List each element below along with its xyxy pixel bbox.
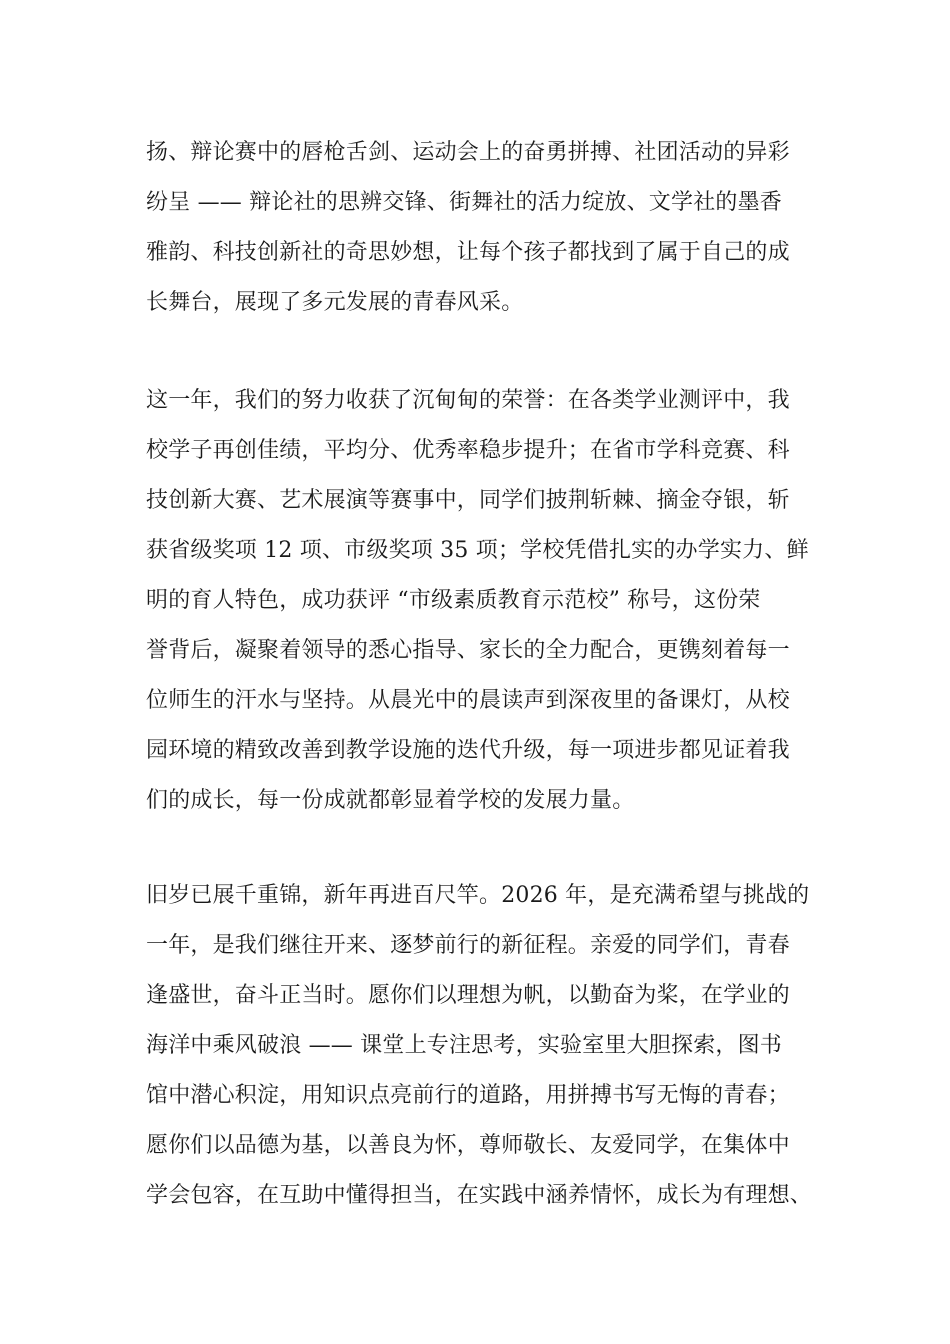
- text-line: 逢盛世，奋斗正当时。愿你们以理想为帆，以勤奋为桨，在学业的: [146, 983, 790, 1008]
- text-line: 长舞台，展现了多元发展的青春风采。: [146, 290, 524, 315]
- text-line: 学会包容，在互助中懂得担当，在实践中涵养情怀，成长为有理想、: [146, 1183, 813, 1208]
- text-line: 校学子再创佳绩，平均分、优秀率稳步提升；在省市学科竞赛、科: [146, 438, 790, 463]
- text-line: 愿你们以品德为基，以善良为怀，尊师敬长、友爱同学，在集体中: [146, 1133, 790, 1158]
- paragraph-new-year: [146, 871, 836, 1221]
- text-line: 雅韵、科技创新社的奇思妙想，让每个孩子都找到了属于自己的成: [146, 240, 790, 265]
- text-line: 这一年，我们的努力收获了沉甸甸的荣誉：在各类学业测评中，我: [146, 388, 790, 413]
- text-line: 明的育人特色，成功获评 “市级素质教育示范校” 称号，这份荣: [146, 588, 761, 613]
- text-line: 旧岁已展千重锦，新年再进百尺竿。2026 年，是充满希望与挑战的: [146, 883, 810, 908]
- text-line: 海洋中乘风破浪 —— 课堂上专注思考，实验室里大胆探索，图书: [146, 1033, 782, 1058]
- text-line: 誉背后，凝聚着领导的悉心指导、家长的全力配合，更镌刻着每一: [146, 638, 790, 663]
- paragraph-honors: [146, 376, 836, 826]
- text-line: 馆中潜心积淀，用知识点亮前行的道路，用拼搏书写无悔的青春；: [146, 1083, 790, 1108]
- text-line: 纷呈 —— 辩论社的思辨交锋、街舞社的活力绽放、文学社的墨香: [146, 190, 782, 215]
- text-line: 扬、辩论赛中的唇枪舌剑、运动会上的奋勇拼搏、社团活动的异彩: [146, 140, 790, 165]
- text-line: 技创新大赛、艺术展演等赛事中，同学们披荆斩棘、摘金夺银，斩: [146, 488, 790, 513]
- text-line: 获省级奖项 12 项、市级奖项 35 项；学校凭借扎实的办学实力、鲜: [146, 538, 809, 563]
- text-line: 们的成长，每一份成就都彰显着学校的发展力量。: [146, 788, 635, 813]
- text-line: 园环境的精致改善到教学设施的迭代升级，每一项进步都见证着我: [146, 738, 790, 763]
- paragraph-activities: [146, 128, 836, 328]
- text-line: 一年，是我们继往开来、逐梦前行的新征程。亲爱的同学们，青春: [146, 933, 790, 958]
- text-line: 位师生的汗水与坚持。从晨光中的晨读声到深夜里的备课灯，从校: [146, 688, 790, 713]
